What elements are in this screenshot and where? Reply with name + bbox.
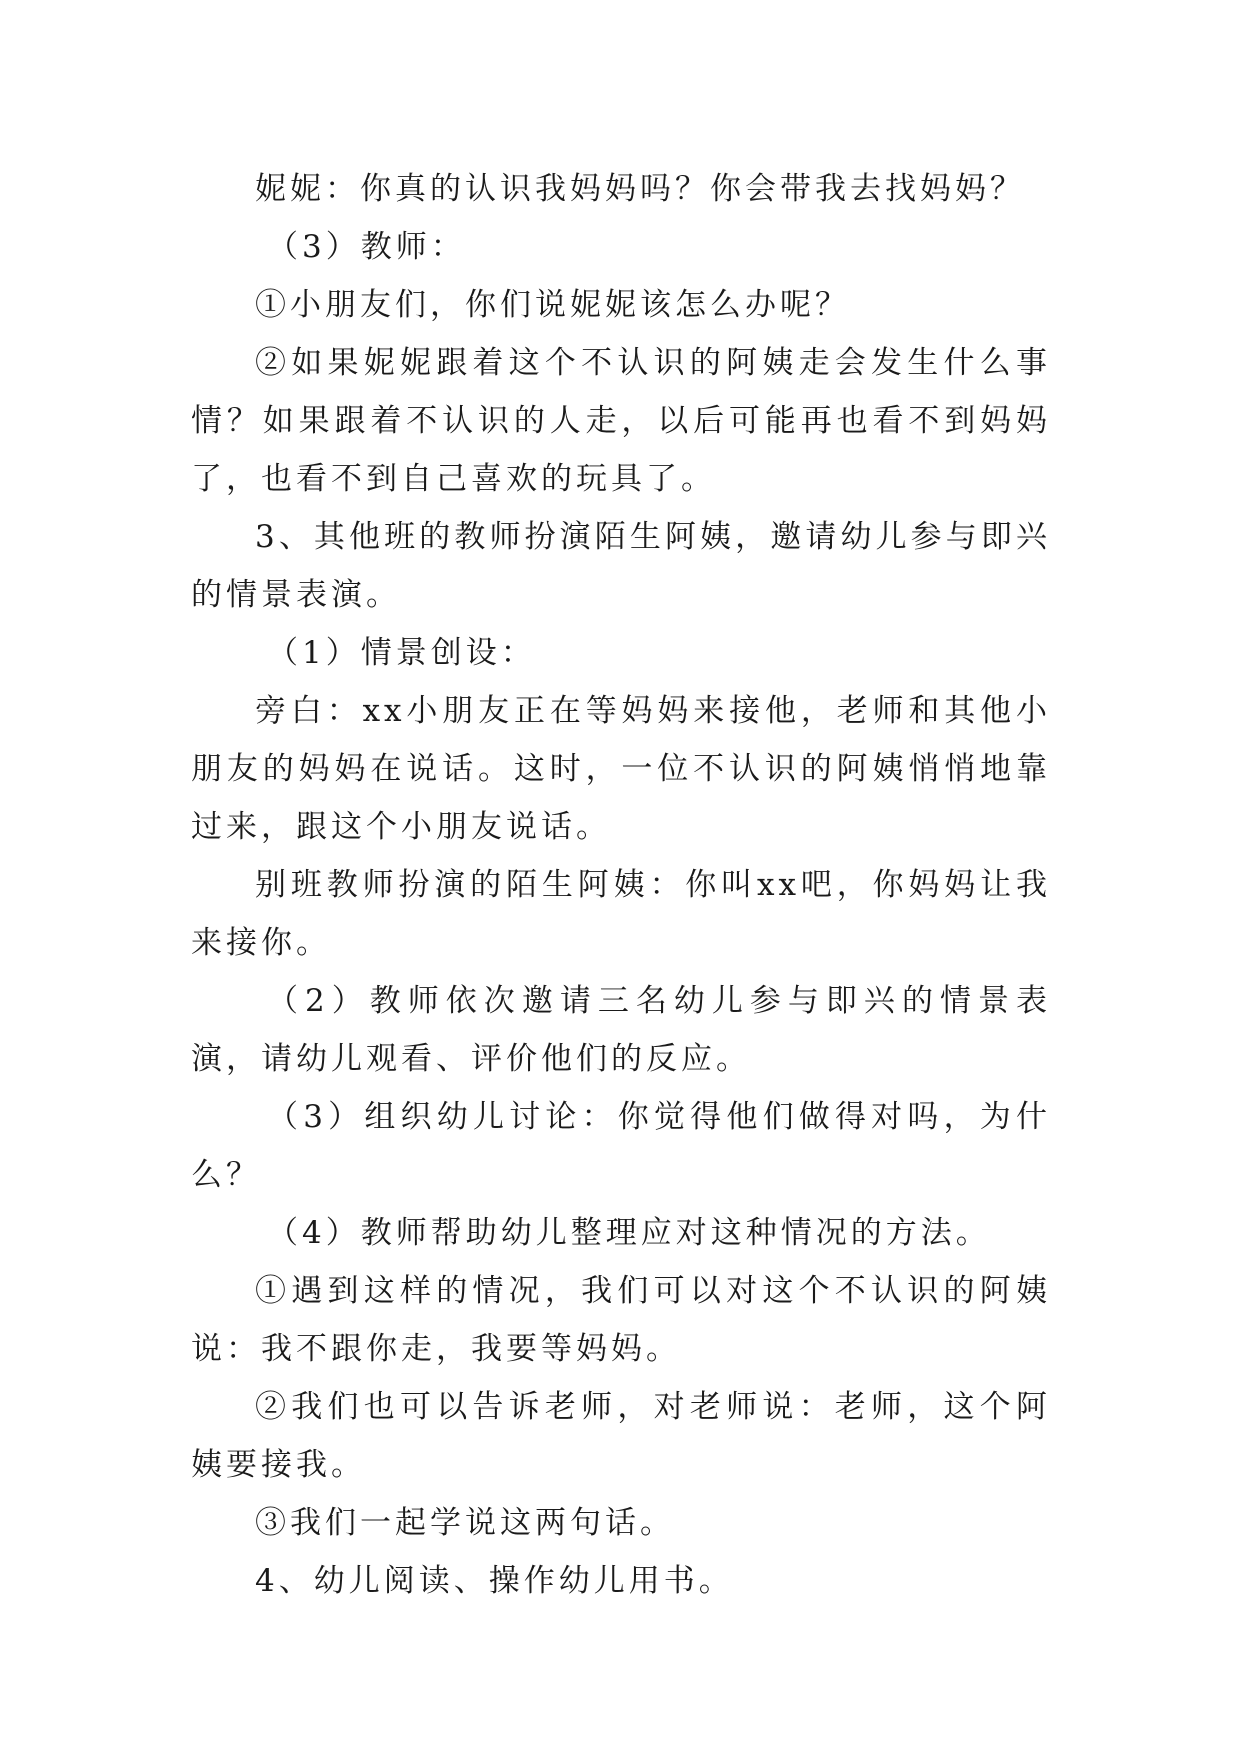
paragraph-summarize-methods: （4）教师帮助幼儿整理应对这种情况的方法。 — [267, 1215, 991, 1251]
paragraph-method-1: ①遇到这样的情况，我们可以对这个不认识的阿姨说：我不跟你走，我要等妈妈。 — [191, 1273, 1051, 1367]
paragraph-scene-setup: （1）情景创设： — [267, 635, 536, 671]
paragraph-question-1: ①小朋友们，你们说妮妮该怎么办呢？ — [255, 287, 850, 323]
paragraph-step-4: 4、幼儿阅读、操作幼儿用书。 — [255, 1563, 734, 1599]
paragraph-teacher-heading: （3）教师： — [267, 229, 466, 265]
document-body — [191, 160, 1051, 1610]
paragraph-method-2: ②我们也可以告诉老师，对老师说：老师，这个阿姨要接我。 — [191, 1389, 1051, 1483]
paragraph-method-3: ③我们一起学说这两句话。 — [255, 1505, 675, 1541]
paragraph-narration: 旁白：xx小朋友正在等妈妈来接他，老师和其他小朋友的妈妈在说话。这时，一位不认识的阿姨悄悄地靠过来，跟这个小朋友说话。 — [191, 693, 1051, 845]
paragraph-question-2: ②如果妮妮跟着这个不认识的阿姨走会发生什么事情？如果跟着不认识的人走，以后可能再也看不到妈妈了，也看不到自己喜欢的玩具了。 — [191, 345, 1051, 497]
paragraph-dialogue-nini: 妮妮：你真的认识我妈妈吗？你会带我去找妈妈？ — [255, 171, 1025, 207]
paragraph-step-3: 3、其他班的教师扮演陌生阿姨，邀请幼儿参与即兴的情景表演。 — [191, 519, 1051, 613]
paragraph-invite-children: （2）教师依次邀请三名幼儿参与即兴的情景表演，请幼儿观看、评价他们的反应。 — [191, 983, 1051, 1077]
paragraph-discussion: （3）组织幼儿讨论：你觉得他们做得对吗，为什么？ — [191, 1099, 1051, 1193]
paragraph-stranger-line: 别班教师扮演的陌生阿姨：你叫xx吧，你妈妈让我来接你。 — [191, 867, 1051, 961]
